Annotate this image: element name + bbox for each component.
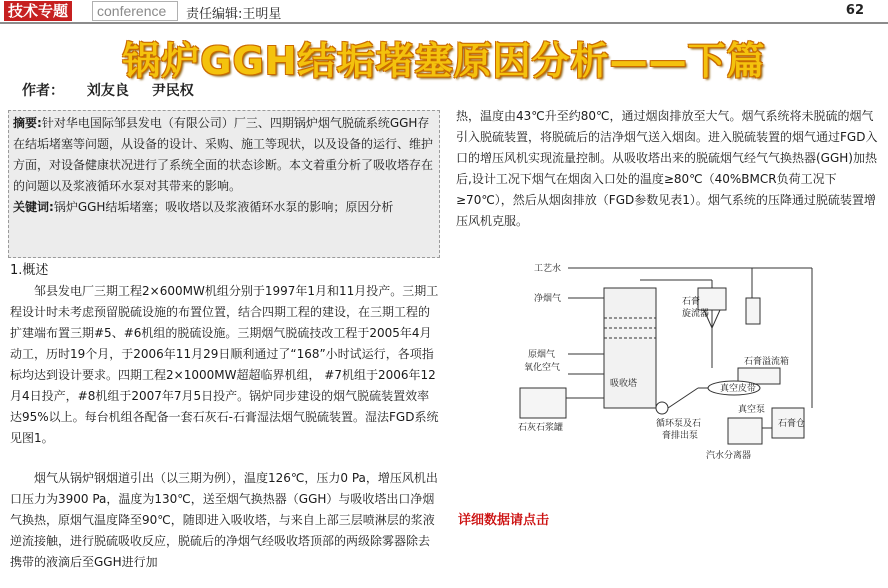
label-circ-pump: 循环泵及石 <box>656 419 702 429</box>
circulation-pump <box>656 402 668 414</box>
steam-water-separator <box>728 418 762 444</box>
article-title: 锅炉GGH结垢堵塞原因分析——下篇 <box>122 39 766 83</box>
label-gypsum-silo: 石膏仓 <box>778 419 806 429</box>
label-vacuum-belt: 真空皮带 <box>720 384 757 394</box>
details-link[interactable]: 详细数据请点击 <box>458 513 550 528</box>
authors-line <box>22 80 212 100</box>
label-limestone-tank: 石灰石浆罐 <box>518 423 564 433</box>
body-paragraph-3: 热，温度由43℃升至约80℃，通过烟囱排放至大气。烟气系统将未脱硫的烟气引入脱硫装置，将脱硫后的洁净烟气送入烟囱。进入脱硫装置的烟气通过FGD入口的增压风机实现流量控制。从吸收塔出来的脱硫烟气经气气换热器(GGH)加热后,设计工况下烟气在烟囱入口处的温度≥80℃（40%BMCR负荷工况下≥70℃），然后从烟囱排放（FGD参数见表1）。烟气系统的压降通过脱硫装置增压风机克服。 <box>456 109 878 228</box>
cyclone-column <box>746 298 760 324</box>
abstract-box <box>8 110 440 258</box>
label-circ-pump-2: 膏排出泵 <box>662 431 699 441</box>
top-bar <box>0 0 888 22</box>
label-process-water: 工艺水 <box>534 264 562 274</box>
section-heading: 1.概述 <box>10 263 49 278</box>
gypsum-cyclone <box>698 288 726 310</box>
label-absorber: 吸收塔 <box>610 379 638 389</box>
limestone-slurry-tank <box>520 388 566 418</box>
abstract-text: 针对华电国际邹县发电（有限公司）厂三、四期锅炉烟气脱硫系统GGH存在结垢堵塞等问题，从设备的设计、采购、施工等现状，以及设备的运行、维护方面，对设备健康状况进行了系统全面的状态诊断。本文着重分析了吸收塔存在的问题以及浆液循环水泵对其带来的影响。 <box>13 116 434 193</box>
label-gypsum-cyclone-2: 旋流器 <box>682 309 710 319</box>
label-vacuum-pump: 真空泵 <box>738 405 766 415</box>
label-gypsum-cyclone: 石膏 <box>682 297 701 307</box>
section-tag: 技术专题 <box>4 1 72 21</box>
author-name: 尹民权 <box>151 83 194 99</box>
editor-credit: 责任编辑:王明星 <box>186 7 282 22</box>
label-oxidation-air: 氧化空气 <box>524 363 561 373</box>
authors-label: 作者： <box>22 83 64 99</box>
keywords-text: 锅炉GGH结垢堵塞；吸收塔以及浆液循环水泵的影响；原因分析 <box>53 200 394 214</box>
author-name: 刘友良 <box>86 83 129 99</box>
section-tag-english: conference <box>92 1 178 21</box>
absorber-tower <box>604 288 656 408</box>
fgd-system-diagram <box>512 258 830 474</box>
pump-outlet-line <box>668 388 698 408</box>
abstract-label: 摘要: <box>13 116 42 130</box>
label-raw-flue-gas: 原烟气 <box>528 350 556 360</box>
label-clean-flue-gas: 净烟气 <box>534 294 562 304</box>
body-paragraph-2: 烟气从锅炉钢烟道引出（以三期为例），温度126℃，压力0 Pa，增压风机出口压力为3900 Pa，温度为130℃，送至烟气换热器（GGH）与吸收塔出口净烟气换热，原烟气温度降至90℃，随即进入吸收塔，与来自上部三层喷淋层的浆液逆流接触，进行脱硫吸收反应，脱硫后的净烟气经吸收塔顶部的两级除雾器除去携带的液滴后至GGH进行加 <box>10 471 438 569</box>
body-paragraph-1: 邹县发电厂三期工程2×600MW机组分别于1997年1月和11月投产。三期工程设计时未考虑预留脱硫设施的布置位置，结合四期工程的建设，在三期工程的扩建端布置三期#5、#6机组的脱硫设施。三期烟气脱硫技改工程于2005年4月动工，历时19个月，于2006年11月29日顺利通过了“168”小时试运行，各项指标均达到设计要求。四期工程2×1000MW超超临界机组， #7机组于2006年12月4日投产，#8机组于2007年7月5日投产。锅炉同步建设的烟气脱硫装置效率达95%以上。每台机组各配备一套石灰石-石膏湿法烟气脱硫装置。湿法FGD系统见图1。 <box>10 284 439 445</box>
keywords-label: 关键词: <box>13 200 54 214</box>
label-separator: 汽水分离器 <box>706 451 752 461</box>
header-rule <box>0 22 888 24</box>
label-overflow-tank: 石膏溢流箱 <box>744 357 790 367</box>
page-number: 62 <box>845 3 864 18</box>
